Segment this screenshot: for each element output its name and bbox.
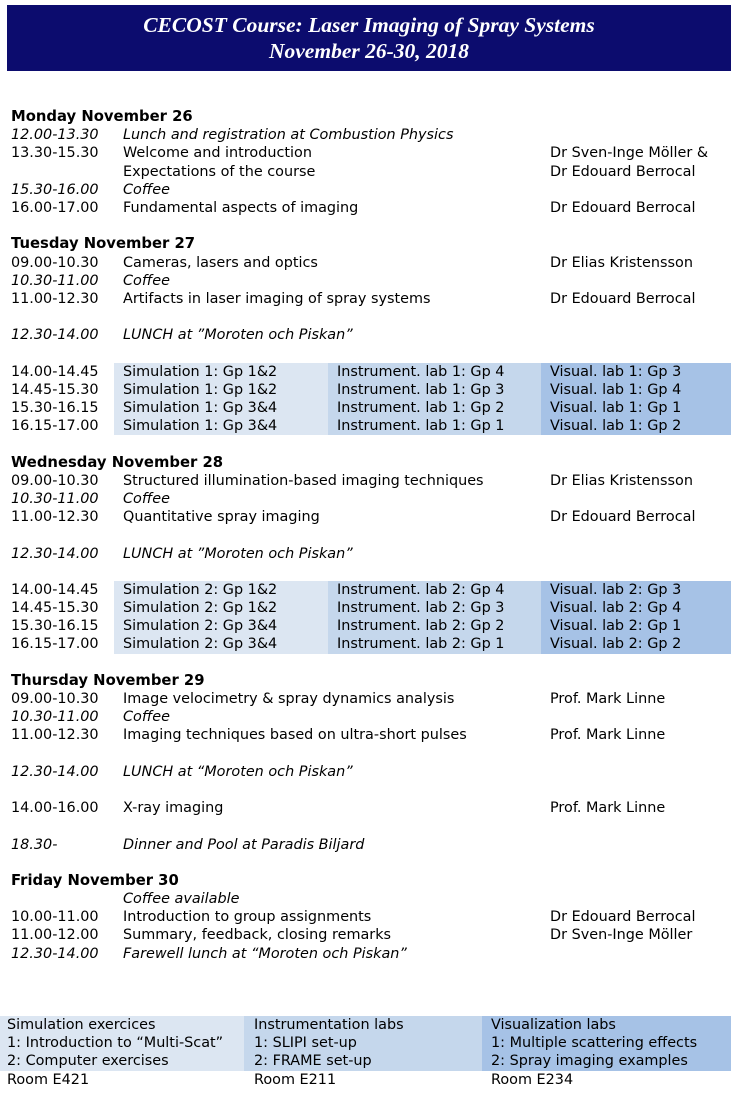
schedule-row (0, 726, 738, 744)
schedule-row (0, 126, 738, 144)
time: 12.00-13.30 (11, 127, 99, 144)
time: 16.15-17.00 (11, 418, 99, 435)
time: 14.00-14.45 (11, 363, 99, 380)
activity: LUNCH at “Moroten och Piskan” (123, 763, 353, 780)
day-thursday (0, 672, 738, 854)
schedule-row (0, 708, 738, 726)
legend-visualization (482, 1016, 731, 1071)
legend-item: 2: FRAME set-up (254, 1053, 372, 1070)
legend-item: 2: Spray imaging examples (491, 1053, 688, 1070)
time: 10.00-11.00 (11, 909, 99, 926)
day-title: Friday November 30 (11, 871, 179, 889)
activity: X-ray imaging (123, 800, 224, 817)
simulation-cell: Simulation 2: Gp 3&4 (114, 635, 328, 653)
time: 12.30-14.00 (11, 763, 99, 780)
time: 14.45-15.30 (11, 600, 99, 617)
group-row (0, 635, 738, 653)
instrument-cell: Instrument. lab 2: Gp 2 (328, 617, 541, 635)
activity: Summary, feedback, closing remarks (123, 927, 392, 944)
group-row (0, 417, 738, 435)
schedule-row (0, 690, 738, 708)
time: 11.00-12.00 (11, 927, 99, 944)
legend-simulation (0, 1016, 244, 1071)
time: 15.30-16.00 (11, 181, 99, 198)
visual-cell: Visual. lab 2: Gp 4 (541, 599, 731, 617)
activity: Quantitative spray imaging (123, 509, 320, 526)
room-label: Room E234 (491, 1071, 574, 1088)
schedule-row (0, 890, 738, 908)
schedule-row (0, 144, 738, 162)
activity: Artifacts in laser imaging of spray systems (123, 290, 431, 307)
instrument-cell: Instrument. lab 2: Gp 1 (328, 635, 541, 653)
activity: Coffee (123, 490, 170, 507)
activity: Cameras, lasers and optics (123, 254, 318, 271)
instrument-cell: Instrument. lab 1: Gp 2 (328, 399, 541, 417)
schedule-row (0, 926, 738, 944)
time: 13.30-15.30 (11, 145, 99, 162)
presenter: Dr Edouard Berrocal (550, 163, 696, 180)
presenter: Prof. Mark Linne (550, 727, 666, 744)
lab-legend (0, 1016, 738, 1088)
group-row (0, 617, 738, 635)
time: 18.30- (11, 836, 58, 853)
time: 11.00-12.30 (11, 727, 99, 744)
time: 11.00-12.30 (11, 509, 99, 526)
simulation-cell: Simulation 2: Gp 1&2 (114, 581, 328, 599)
day-title: Monday November 26 (11, 108, 193, 125)
activity: Farewell lunch at “Moroten och Piskan” (123, 945, 407, 962)
instrument-cell: Instrument. lab 1: Gp 3 (328, 381, 541, 399)
activity: LUNCH at ”Moroten och Piskan” (123, 327, 353, 344)
visual-cell: Visual. lab 1: Gp 2 (541, 417, 731, 435)
activity: Fundamental aspects of imaging (123, 199, 359, 216)
day-title: Thursday November 29 (11, 671, 205, 689)
room-label: Room E421 (7, 1071, 90, 1088)
presenter: Dr Edouard Berrocal (550, 199, 696, 216)
activity: Coffee available (123, 891, 240, 908)
activity: Welcome and introduction (123, 145, 312, 162)
time: 14.00-14.45 (11, 581, 99, 598)
activity: Coffee (123, 709, 170, 726)
schedule-row (0, 181, 738, 199)
time: 09.00-10.30 (11, 254, 99, 271)
instrument-cell: Instrument. lab 1: Gp 1 (328, 417, 541, 435)
group-row (0, 381, 738, 399)
schedule-row (0, 163, 738, 181)
time: 16.15-17.00 (11, 636, 99, 653)
legend-title: Simulation exercices (7, 1017, 156, 1033)
presenter: Dr Edouard Berrocal (550, 909, 696, 926)
course-header (7, 5, 731, 71)
activity: Dinner and Pool at Paradis Biljard (123, 836, 365, 853)
legend-title: Visualization labs (491, 1017, 616, 1033)
dinner-row (0, 836, 738, 854)
instrument-cell: Instrument. lab 2: Gp 4 (328, 581, 541, 599)
schedule-row (0, 272, 738, 290)
simulation-cell: Simulation 1: Gp 1&2 (114, 381, 328, 399)
instrument-cell: Instrument. lab 2: Gp 3 (328, 599, 541, 617)
schedule-row (0, 254, 738, 272)
time: 12.30-14.00 (11, 327, 99, 344)
visual-cell: Visual. lab 1: Gp 4 (541, 381, 731, 399)
time: 09.00-10.30 (11, 472, 99, 489)
time: 15.30-16.15 (11, 618, 99, 635)
schedule-row (0, 508, 738, 526)
presenter: Dr Edouard Berrocal (550, 290, 696, 307)
day-title: Wednesday November 28 (11, 453, 224, 471)
schedule-row (0, 799, 738, 817)
time: 09.00-10.30 (11, 691, 99, 707)
group-rotation-grid (0, 363, 738, 436)
group-rotation-grid (0, 581, 738, 654)
visual-cell: Visual. lab 2: Gp 2 (541, 635, 731, 653)
presenter: Dr Elias Kristensson (550, 254, 693, 271)
activity: Imaging techniques based on ultra-short pulses (123, 727, 467, 744)
activity: Image velocimetry & spray dynamics analysis (123, 691, 455, 707)
activity: Coffee (123, 272, 170, 289)
day-wednesday (0, 454, 738, 654)
course-title: CECOST Course: Laser Imaging of Spray Systems (143, 13, 595, 37)
instrument-cell: Instrument. lab 1: Gp 4 (328, 363, 541, 381)
schedule-row (0, 945, 738, 963)
day-title: Tuesday November 27 (11, 235, 196, 253)
simulation-cell: Simulation 1: Gp 3&4 (114, 417, 328, 435)
group-row (0, 581, 738, 599)
visual-cell: Visual. lab 1: Gp 3 (541, 363, 731, 381)
activity: LUNCH at ”Moroten och Piskan” (123, 545, 353, 562)
activity: Introduction to group assignments (123, 909, 372, 926)
day-friday (0, 872, 738, 963)
legend-item: 1: SLIPI set-up (254, 1035, 357, 1052)
presenter: Dr Elias Kristensson (550, 472, 693, 489)
group-row (0, 599, 738, 617)
activity: Coffee (123, 181, 170, 198)
group-row (0, 399, 738, 417)
visual-cell: Visual. lab 1: Gp 1 (541, 399, 731, 417)
presenter: Dr Sven-Inge Möller & (550, 145, 709, 162)
simulation-cell: Simulation 2: Gp 3&4 (114, 617, 328, 635)
time: 16.00-17.00 (11, 199, 99, 216)
lunch-row (0, 545, 738, 563)
legend-item: 1: Multiple scattering effects (491, 1035, 698, 1052)
simulation-cell: Simulation 2: Gp 1&2 (114, 599, 328, 617)
activity: Lunch and registration at Combustion Physics (123, 127, 454, 144)
legend-item: 2: Computer exercises (7, 1053, 169, 1070)
presenter: Prof. Mark Linne (550, 800, 666, 817)
time: 10.30-11.00 (11, 709, 99, 726)
lunch-row (0, 326, 738, 344)
course-dates: November 26-30, 2018 (268, 39, 470, 63)
schedule-row (0, 908, 738, 926)
time: 14.00-16.00 (11, 800, 99, 817)
room-label: Room E211 (254, 1071, 337, 1088)
time: 15.30-16.15 (11, 400, 99, 416)
lunch-row (0, 763, 738, 781)
legend-title: Instrumentation labs (254, 1017, 404, 1033)
time: 14.45-15.30 (11, 381, 99, 398)
schedule-row (0, 490, 738, 508)
simulation-cell: Simulation 1: Gp 3&4 (114, 399, 328, 417)
time: 12.30-14.00 (11, 945, 99, 962)
presenter: Dr Edouard Berrocal (550, 509, 696, 526)
time: 10.30-11.00 (11, 272, 99, 289)
time: 11.00-12.30 (11, 290, 99, 307)
visual-cell: Visual. lab 2: Gp 1 (541, 617, 731, 635)
schedule-row (0, 199, 738, 217)
schedule-row (0, 472, 738, 490)
presenter: Dr Sven-Inge Möller (550, 927, 693, 944)
legend-instrumentation (244, 1016, 482, 1071)
visual-cell: Visual. lab 2: Gp 3 (541, 581, 731, 599)
activity: Structured illumination-based imaging techniques (123, 472, 484, 489)
day-tuesday (0, 235, 738, 435)
schedule-row (0, 290, 738, 308)
simulation-cell: Simulation 1: Gp 1&2 (114, 363, 328, 381)
presenter: Prof. Mark Linne (550, 691, 666, 707)
day-monday (0, 108, 738, 217)
activity: Expectations of the course (123, 163, 316, 180)
group-row (0, 363, 738, 381)
legend-item: 1: Introduction to “Multi-Scat” (7, 1035, 224, 1052)
time: 12.30-14.00 (11, 545, 99, 562)
time: 10.30-11.00 (11, 490, 99, 507)
schedule (0, 108, 738, 963)
